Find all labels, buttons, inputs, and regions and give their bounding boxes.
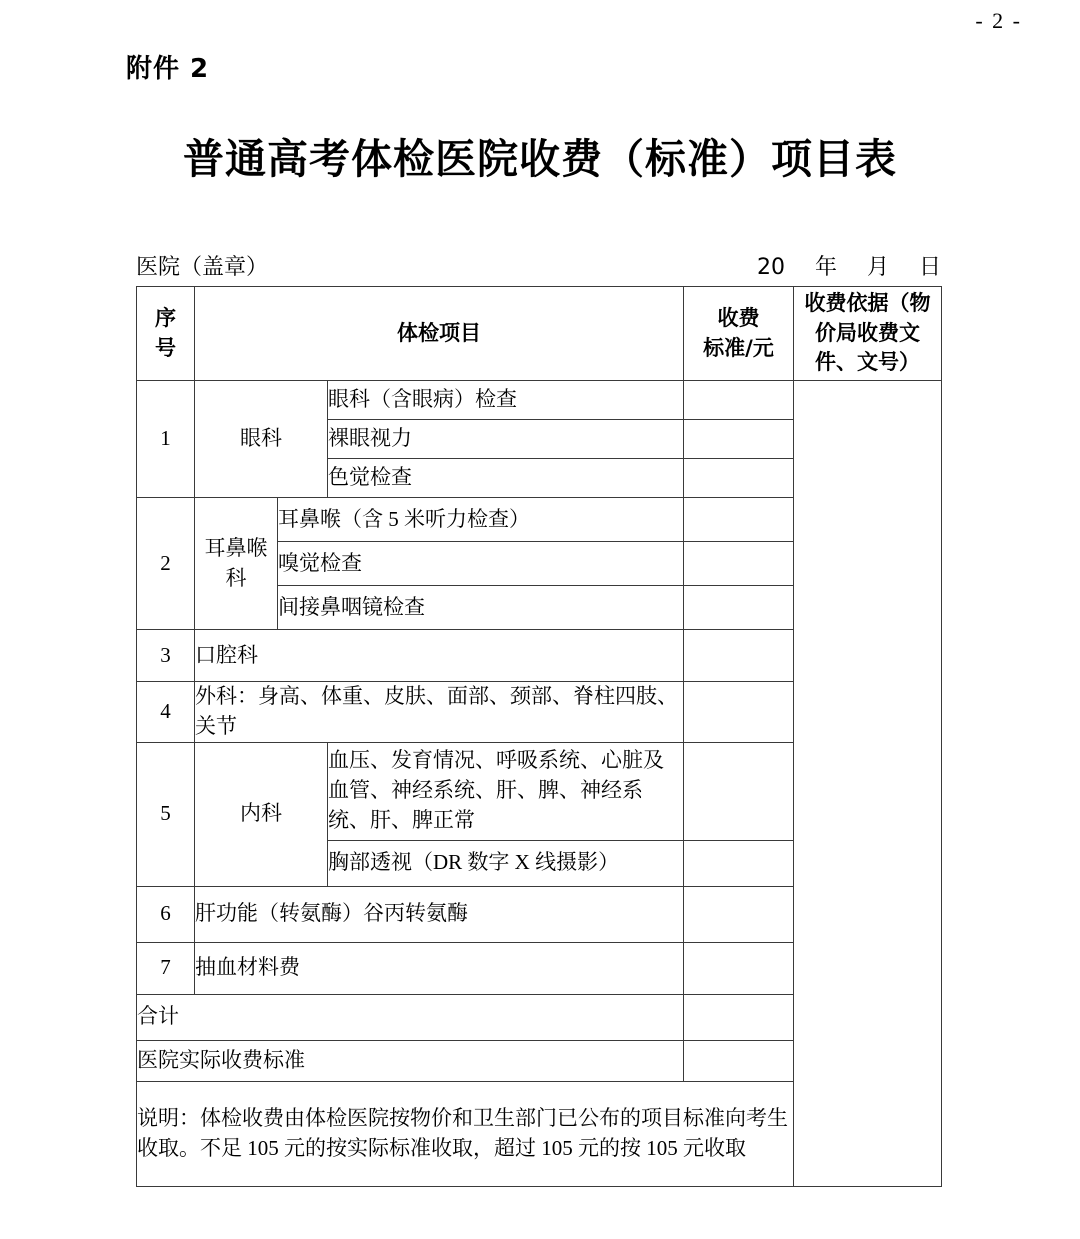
row-item: 胸部透视（DR 数字 X 线摄影） <box>328 840 684 886</box>
row-seq: 3 <box>137 630 195 682</box>
page-title: 普通高考体检医院收费（标准）项目表 <box>183 135 897 183</box>
header-basis-line1: 收费依据（物 <box>804 290 931 315</box>
row-fee-value[interactable] <box>684 459 794 498</box>
hospital-seal-label: 医院（盖章） <box>136 255 269 280</box>
row-item: 眼科（含眼病）检查 <box>328 381 684 420</box>
row-seq: 2 <box>137 498 195 630</box>
row-item: 间接鼻咽镜检查 <box>278 586 684 630</box>
date-fields <box>757 250 941 281</box>
row-fee-value[interactable] <box>684 942 794 994</box>
row-fee-value[interactable] <box>684 682 794 743</box>
header-fee-line1: 收费 <box>717 305 760 330</box>
attachment-label: 附件 2 <box>126 54 210 84</box>
row-fee-value[interactable] <box>684 498 794 542</box>
table-header-row <box>137 287 942 381</box>
header-basis-line2: 价局收费文 <box>815 320 921 345</box>
row-item: 口腔科 <box>195 630 684 682</box>
row-fee-value[interactable] <box>684 420 794 459</box>
row-basis-value[interactable] <box>794 381 942 1187</box>
row-fee-value[interactable] <box>684 742 794 840</box>
row-item: 血压、发育情况、呼吸系统、心脏及血管、神经系统、肝、脾、神经系统、肝、脾正常 <box>328 742 684 840</box>
date-month-unit: 月 <box>866 255 889 280</box>
fee-standard-table <box>136 286 942 1187</box>
row-seq: 7 <box>137 942 195 994</box>
row-item: 耳鼻喉（含 5 米听力检查） <box>278 498 684 542</box>
row-fee-value[interactable] <box>684 840 794 886</box>
header-seq <box>137 287 195 381</box>
row-item: 外科：身高、体重、皮肤、面部、颈部、脊柱四肢、关节 <box>195 682 684 743</box>
row-fee-value[interactable] <box>684 381 794 420</box>
row-fee-value[interactable] <box>684 886 794 942</box>
row-seq: 5 <box>137 742 195 886</box>
date-year-prefix: 20 <box>756 255 785 280</box>
row-item: 裸眼视力 <box>328 420 684 459</box>
row-fee-value[interactable] <box>684 630 794 682</box>
actual-standard-fee-value[interactable] <box>684 1040 794 1081</box>
date-year-unit: 年 <box>814 255 837 280</box>
row-item: 色觉检查 <box>328 459 684 498</box>
row-fee-value[interactable] <box>684 542 794 586</box>
meta-line <box>136 250 941 281</box>
actual-standard-label: 医院实际收费标准 <box>137 1040 684 1081</box>
table-row <box>137 381 942 420</box>
row-item: 肝功能（转氨酶）谷丙转氨酶 <box>195 886 684 942</box>
row-dept: 耳鼻喉科 <box>195 498 278 630</box>
header-item: 体检项目 <box>195 287 684 381</box>
page-number: - 2 - <box>975 8 1022 33</box>
total-fee-value[interactable] <box>684 994 794 1040</box>
row-fee-value[interactable] <box>684 586 794 630</box>
row-item: 抽血材料费 <box>195 942 684 994</box>
row-seq: 4 <box>137 682 195 743</box>
header-basis-line3: 件、文号） <box>815 350 921 375</box>
row-dept: 内科 <box>195 742 328 886</box>
header-basis <box>794 287 942 381</box>
row-dept: 眼科 <box>195 381 328 498</box>
header-seq-char2: 号 <box>155 335 176 360</box>
header-seq-char1: 序 <box>155 305 176 330</box>
header-fee-line2: 标准/元 <box>703 335 774 360</box>
note-text: 说明：体检收费由体检医院按物价和卫生部门已公布的项目标准向考生收取。不足 105 元的按实际标准收取，超过 105 元的按 105 元收取 <box>137 1081 794 1186</box>
row-item: 嗅觉检查 <box>278 542 684 586</box>
date-day-unit: 日 <box>918 255 941 280</box>
row-seq: 1 <box>137 381 195 498</box>
row-seq: 6 <box>137 886 195 942</box>
total-label: 合计 <box>137 994 684 1040</box>
header-fee <box>684 287 794 381</box>
